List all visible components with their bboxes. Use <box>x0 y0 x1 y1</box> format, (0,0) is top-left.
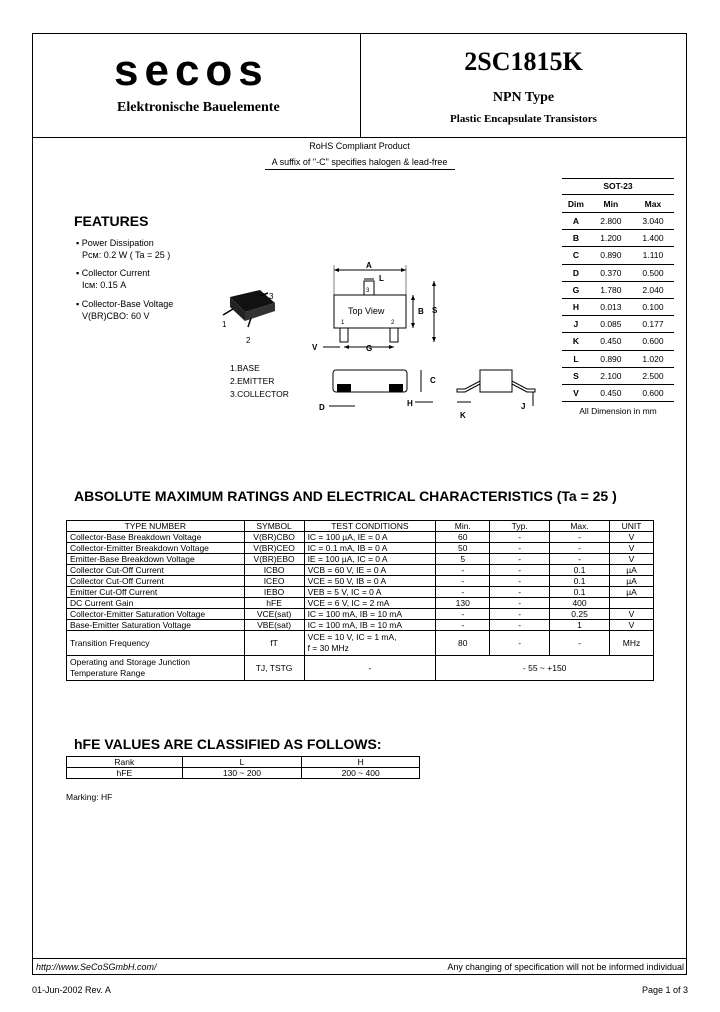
typ-cell: - <box>490 631 550 656</box>
min-cell: 0.450 <box>590 384 632 401</box>
unit-cell: V <box>609 609 653 620</box>
feature-label: Collector Current <box>81 268 150 278</box>
table-row <box>562 367 674 384</box>
table-row <box>67 598 654 609</box>
max-cell: 2.500 <box>632 367 674 384</box>
pin-label: 1.BASE <box>230 363 260 373</box>
condition-cell: VCE = 50 V, IB = 0 A <box>304 576 436 587</box>
symbol-cell: VBE(sat) <box>244 620 304 631</box>
pin-label: 2.EMITTER <box>230 376 275 386</box>
side-view-drawing <box>315 362 545 422</box>
condition-cell: IE = 100 µA, IC = 0 A <box>304 554 436 565</box>
max-cell: 0.600 <box>632 384 674 401</box>
page-frame <box>32 33 687 975</box>
max-cell: 1.400 <box>632 230 674 247</box>
dim-letter: D <box>319 403 325 412</box>
max-cell: 1.020 <box>632 350 674 367</box>
param-line: Operating and Storage Junction <box>70 657 191 667</box>
rank-range: 130 ~ 200 <box>182 768 302 779</box>
header-bottom-rule <box>32 137 687 138</box>
dim-letter: C <box>430 376 436 385</box>
condition-cell: IC = 0.1 mA, IB = 0 A <box>304 543 436 554</box>
column-header: Min. <box>436 521 490 532</box>
max-cell: - <box>550 554 610 565</box>
top-view-drawing <box>308 255 448 360</box>
secos-logo: secos <box>114 46 269 95</box>
table-header-row <box>67 757 420 768</box>
min-cell: 1.780 <box>590 281 632 298</box>
dim-letter: J <box>521 402 526 411</box>
unit-cell: V <box>609 543 653 554</box>
condition-line: VCE = 10 V, IC = 1 mA, <box>307 632 397 642</box>
footer-rule <box>32 958 687 959</box>
typ-cell: - <box>490 576 550 587</box>
max-cell: - <box>550 532 610 543</box>
part-number: 2SC1815K <box>464 47 583 76</box>
symbol-cell: ICEO <box>244 576 304 587</box>
condition-cell: VEB = 5 V, IC = 0 A <box>304 587 436 598</box>
symbol-cell: IEBO <box>244 587 304 598</box>
condition-cell: VCE = 6 V, IC = 2 mA <box>304 598 436 609</box>
symbol-cell: V(BR)EBO <box>244 554 304 565</box>
unit-cell: V <box>609 620 653 631</box>
condition-cell: IC = 100 mA, IB = 10 mA <box>304 620 436 631</box>
dim-letter-cell: J <box>562 316 590 333</box>
package-3d-drawing <box>215 285 290 345</box>
table-row <box>67 656 654 681</box>
pin-label: 3.COLLECTOR <box>230 389 289 399</box>
dim-letter: A <box>366 261 372 270</box>
min-cell: 1.200 <box>590 230 632 247</box>
min-cell: 130 <box>436 598 490 609</box>
min-cell: - <box>436 576 490 587</box>
max-cell: 400 <box>550 598 610 609</box>
unit-cell: V <box>609 532 653 543</box>
table-row <box>67 554 654 565</box>
dimension-grid <box>562 195 674 402</box>
table-row <box>562 384 674 401</box>
symbol-cell: TJ, TSTG <box>244 656 304 681</box>
features-title: FEATURES <box>74 213 149 229</box>
suffix-underline <box>265 169 455 170</box>
table-row <box>562 247 674 264</box>
dim-letter-cell: H <box>562 298 590 315</box>
table-row <box>562 230 674 247</box>
pin-mark: 1 <box>341 320 345 326</box>
max-cell: 2.040 <box>632 281 674 298</box>
table-row <box>562 213 674 230</box>
table-row <box>67 565 654 576</box>
param-cell: Emitter Cut-Off Current <box>67 587 245 598</box>
max-cell: 0.25 <box>550 609 610 620</box>
max-cell: 1.110 <box>632 247 674 264</box>
feature-item: ▪ Collector Current Icм: 0.15 A <box>76 268 150 290</box>
table-row <box>67 543 654 554</box>
dim-letter-cell: B <box>562 230 590 247</box>
table-row <box>67 768 420 779</box>
typ-cell: - <box>490 620 550 631</box>
param-cell: Transition Frequency <box>67 631 245 656</box>
param-line: Temperature Range <box>70 668 146 678</box>
rohs-note: RoHS Compliant Product <box>309 141 410 151</box>
table-row <box>562 333 674 350</box>
max-cell: 0.177 <box>632 316 674 333</box>
max-cell: 3.040 <box>632 213 674 230</box>
column-header: TYPE NUMBER <box>67 521 245 532</box>
min-cell: 0.370 <box>590 264 632 281</box>
feature-value: Icм: 0.15 A <box>82 280 127 290</box>
param-cell <box>67 656 245 681</box>
ratings-title: ABSOLUTE MAXIMUM RATINGS AND ELECTRICAL CHARACTERISTICS (Ta = 25 ) <box>74 488 617 504</box>
column-header: Max <box>632 195 674 213</box>
feature-label: Power Dissipation <box>81 238 154 248</box>
table-row <box>67 631 654 656</box>
min-cell: 0.085 <box>590 316 632 333</box>
min-cell: 5 <box>436 554 490 565</box>
dim-letter: H <box>407 399 413 408</box>
max-cell: - <box>550 543 610 554</box>
condition-cell <box>304 631 436 656</box>
table-row <box>562 281 674 298</box>
dim-letter: K <box>460 411 466 420</box>
dim-letter-cell: C <box>562 247 590 264</box>
symbol-cell: ICBO <box>244 565 304 576</box>
table-row <box>67 587 654 598</box>
table-row <box>562 316 674 333</box>
table-row <box>562 264 674 281</box>
dim-letter-cell: L <box>562 350 590 367</box>
marking: Marking: HF <box>66 792 113 802</box>
dim-letter-cell: G <box>562 281 590 298</box>
rank-range: 200 ~ 400 <box>302 768 420 779</box>
dim-letter-cell: A <box>562 213 590 230</box>
subtitle: Plastic Encapsulate Transistors <box>450 113 597 125</box>
typ-cell: - <box>490 598 550 609</box>
column-header: UNIT <box>609 521 653 532</box>
column-header: Dim <box>562 195 590 213</box>
min-cell: 0.890 <box>590 350 632 367</box>
dim-letter-cell: K <box>562 333 590 350</box>
column-header: TEST CONDITIONS <box>304 521 436 532</box>
table-row <box>67 620 654 631</box>
max-cell: 0.100 <box>632 298 674 315</box>
typ-cell: - <box>490 609 550 620</box>
column-header: Max. <box>550 521 610 532</box>
pin-labels <box>230 362 289 401</box>
dim-letter-cell: D <box>562 264 590 281</box>
condition-cell: IC = 100 mA, IB = 10 mA <box>304 609 436 620</box>
min-cell: - <box>436 620 490 631</box>
feature-label: Collector-Base Voltage <box>81 299 174 309</box>
rank-symbol: hFE <box>67 768 183 779</box>
dim-letter: G <box>366 344 373 353</box>
dimension-table <box>562 178 674 416</box>
max-cell: 0.1 <box>550 576 610 587</box>
feature-value: Pcм: 0.2 W ( Ta = 25 ) <box>82 250 171 260</box>
param-cell: Collector Cut-Off Current <box>67 565 245 576</box>
max-cell: 0.1 <box>550 565 610 576</box>
max-cell: 0.600 <box>632 333 674 350</box>
table-row <box>67 609 654 620</box>
column-header: Min <box>590 195 632 213</box>
symbol-cell: hFE <box>244 598 304 609</box>
transistor-type: NPN Type <box>492 90 555 105</box>
suffix-note: A suffix of "-C" specifies halogen & lead-free <box>271 157 448 167</box>
pin-number: 1 <box>222 320 227 329</box>
param-cell: Collector-Base Breakdown Voltage <box>67 532 245 543</box>
min-cell: 50 <box>436 543 490 554</box>
min-cell: 0.013 <box>590 298 632 315</box>
dim-letter: V <box>312 343 318 352</box>
min-cell: - <box>436 587 490 598</box>
unit-cell: µA <box>609 576 653 587</box>
column-header: SYMBOL <box>244 521 304 532</box>
unit-cell <box>609 598 653 609</box>
max-cell: 0.500 <box>632 264 674 281</box>
dimension-footer: All Dimension in mm <box>579 406 657 417</box>
param-cell: Collector-Emitter Saturation Voltage <box>67 609 245 620</box>
min-cell: - <box>436 565 490 576</box>
pin-mark: 3 <box>366 288 370 294</box>
symbol-cell: fT <box>244 631 304 656</box>
max-cell: - <box>550 631 610 656</box>
min-cell: 60 <box>436 532 490 543</box>
min-cell: 0.450 <box>590 333 632 350</box>
condition-cell: - <box>304 656 436 681</box>
pin-number: 3 <box>269 292 274 301</box>
unit-cell: µA <box>609 587 653 598</box>
column-header: H <box>302 757 420 768</box>
condition-line: f = 30 MHz <box>307 643 349 653</box>
param-cell: DC Current Gain <box>67 598 245 609</box>
condition-cell: VCB = 60 V, IE = 0 A <box>304 565 436 576</box>
page-number: Page 1 of 3 <box>641 985 688 995</box>
table-row <box>67 576 654 587</box>
symbol-cell: V(BR)CBO <box>244 532 304 543</box>
min-cell: 80 <box>436 631 490 656</box>
hfe-title: hFE VALUES ARE CLASSIFIED AS FOLLOWS: <box>74 736 382 752</box>
feature-item: ▪ Power Dissipation Pcм: 0.2 W ( Ta = 25 ) <box>76 238 171 260</box>
pin-number: 2 <box>246 336 251 345</box>
min-cell: - <box>436 609 490 620</box>
unit-cell: µA <box>609 565 653 576</box>
top-view-label: Top View <box>348 306 385 316</box>
table-row <box>562 350 674 367</box>
symbol-cell: V(BR)CEO <box>244 543 304 554</box>
range-cell: - 55 ~ +150 <box>436 656 654 681</box>
spec-notice: Any changing of specification will not be informed individual <box>447 962 684 972</box>
param-cell: Collector-Emitter Breakdown Voltage <box>67 543 245 554</box>
param-cell: Collector Cut-Off Current <box>67 576 245 587</box>
column-header: Typ. <box>490 521 550 532</box>
dim-letter: B <box>418 307 424 316</box>
typ-cell: - <box>490 532 550 543</box>
feature-item: ▪ Collector-Base Voltage V(BR)CBO: 60 V <box>76 299 174 321</box>
param-cell: Base-Emitter Saturation Voltage <box>67 620 245 631</box>
typ-cell: - <box>490 565 550 576</box>
param-cell: Emitter-Base Breakdown Voltage <box>67 554 245 565</box>
dim-letter: S <box>432 306 438 315</box>
unit-cell: V <box>609 554 653 565</box>
table-row <box>67 532 654 543</box>
hfe-table <box>66 756 420 779</box>
ratings-table <box>66 520 654 681</box>
dim-letter-cell: S <box>562 367 590 384</box>
max-cell: 1 <box>550 620 610 631</box>
table-row <box>562 298 674 315</box>
condition-cell: IC = 100 µA, IE = 0 A <box>304 532 436 543</box>
min-cell: 2.100 <box>590 367 632 384</box>
table-header-row <box>562 195 674 213</box>
dim-letter-cell: V <box>562 384 590 401</box>
website-link[interactable]: http://www.SeCoSGmbH.com/ <box>36 962 157 972</box>
min-cell: 2.800 <box>590 213 632 230</box>
revision-date: 01-Jun-2002 Rev. A <box>32 985 111 995</box>
typ-cell: - <box>490 554 550 565</box>
unit-cell: MHz <box>609 631 653 656</box>
company-name: Elektronische Bauelemente <box>117 100 280 115</box>
dim-letter: L <box>379 274 384 283</box>
typ-cell: - <box>490 543 550 554</box>
column-header: L <box>182 757 302 768</box>
table-header-row <box>67 521 654 532</box>
symbol-cell: VCE(sat) <box>244 609 304 620</box>
feature-value: V(BR)CBO: 60 V <box>82 311 150 321</box>
max-cell: 0.1 <box>550 587 610 598</box>
pin-mark: 2 <box>391 320 395 326</box>
column-header: Rank <box>67 757 183 768</box>
min-cell: 0.890 <box>590 247 632 264</box>
package-name: SOT-23 <box>562 179 674 195</box>
typ-cell: - <box>490 587 550 598</box>
